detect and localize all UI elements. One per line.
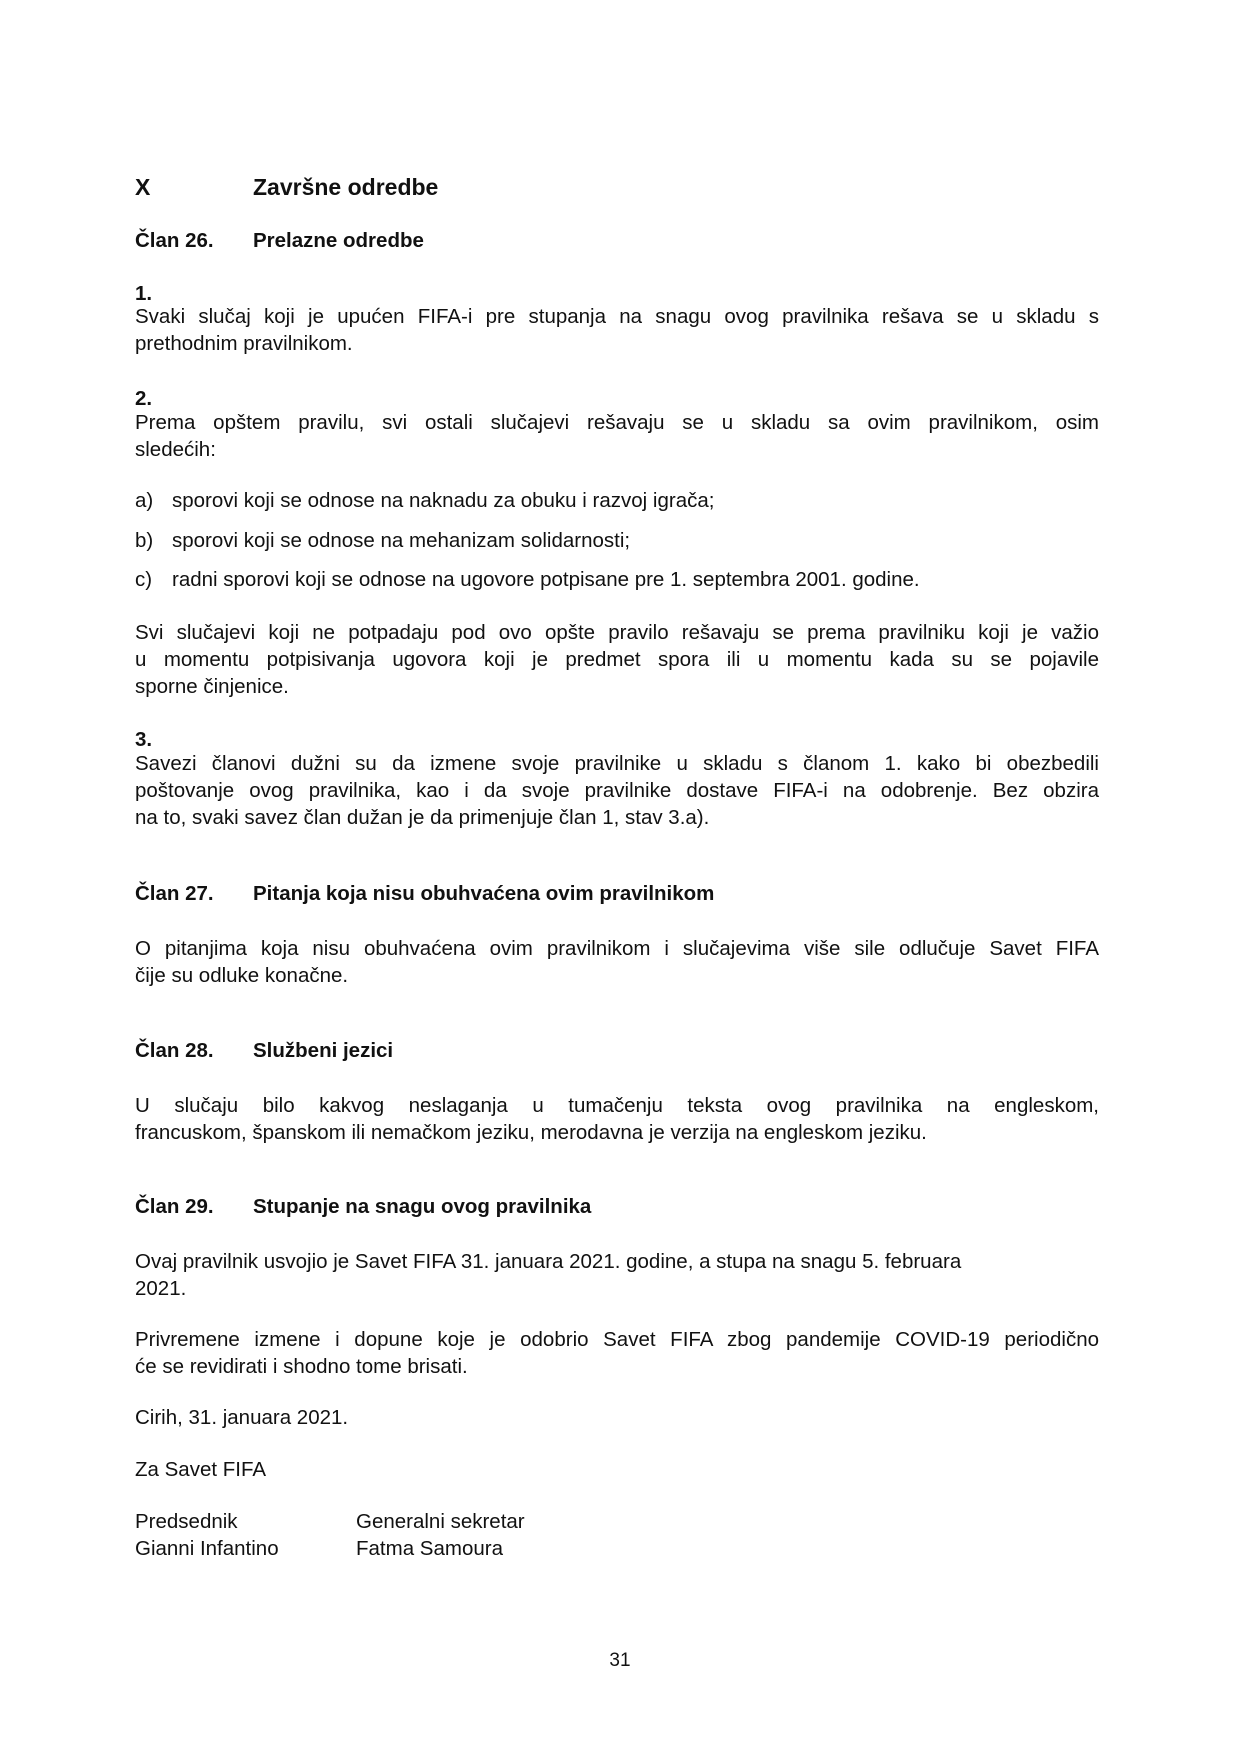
signatory-secretary-general xyxy=(356,1509,525,1562)
article-26-label: Član 26. xyxy=(135,229,214,252)
point-2-line-2: sledećih: xyxy=(135,438,216,461)
council-line: Za Savet FIFA xyxy=(135,1458,267,1481)
list-marker: b) xyxy=(135,529,154,552)
article-27-label: Član 27. xyxy=(135,882,214,905)
list-item-c xyxy=(135,568,920,592)
article-28-heading xyxy=(135,1039,393,1063)
list-marker: a) xyxy=(135,489,154,512)
article-29-para-1-line-2: 2021. xyxy=(135,1277,187,1300)
article-29-title: Stupanje na snagu ovog pravilnika xyxy=(253,1195,592,1218)
page-number: 31 xyxy=(609,1650,631,1671)
article-29-para-2-line-1: Privremene izmene i dopune koje je odobrio Savet FIFA zbog pandemije COVID-19 periodično xyxy=(135,1328,1099,1351)
article-27-line-2: čije su odluke konačne. xyxy=(135,964,349,987)
article-28-line-1: U slučaju bilo kakvog neslaganja u tumačenju teksta ovog pravilnika na engleskom, xyxy=(135,1094,1099,1117)
point-3-number: 3. xyxy=(135,728,153,751)
signatory-role: Predsednik xyxy=(135,1510,238,1533)
section-number: X xyxy=(135,174,151,200)
article-29-para-1-line-1: Ovaj pravilnik usvojio je Savet FIFA 31. januara 2021. godine, a stupa na snagu 5. februara xyxy=(135,1250,962,1273)
article-29-para-2-line-2: će se revidirati i shodno tome brisati. xyxy=(135,1355,468,1378)
list-item-a xyxy=(135,489,714,513)
after-list-line-2: u momentu potpisivanja ugovora koji je predmet spora ili u momentu kada su se pojavile xyxy=(135,648,1099,671)
point-3-line-2: poštovanje ovog pravilnika, kao i da svoje pravilnike dostave FIFA-i na odobrenje. Bez obzira xyxy=(135,779,1099,802)
point-2-number: 2. xyxy=(135,387,153,410)
article-28-title: Službeni jezici xyxy=(253,1039,394,1062)
article-27-title: Pitanja koja nisu obuhvaćena ovim pravilnikom xyxy=(253,882,715,905)
section-heading xyxy=(135,174,438,201)
article-27-heading xyxy=(135,882,714,906)
list-item-b xyxy=(135,529,630,553)
article-29-label: Član 29. xyxy=(135,1195,214,1218)
list-marker: c) xyxy=(135,568,153,591)
after-list-line-3: sporne činjenice. xyxy=(135,675,289,698)
point-3-line-1: Savezi članovi dužni su da izmene svoje pravilnike u skladu s članom 1. kako bi obezbedili xyxy=(135,752,1099,775)
list-text: sporovi koji se odnose na mehanizam solidarnosti; xyxy=(172,529,631,552)
article-29-heading xyxy=(135,1195,591,1219)
point-3-line-3: na to, svaki savez član dužan je da primenjuje član 1, stav 3.a). xyxy=(135,806,710,829)
place-date: Cirih, 31. januara 2021. xyxy=(135,1406,349,1429)
point-1-line-2: prethodnim pravilnikom. xyxy=(135,332,353,355)
article-27-line-1: O pitanjima koja nisu obuhvaćena ovim pravilnikom i slučajevima više sile odlučuje Savet FIFA xyxy=(135,937,1099,960)
article-26-title: Prelazne odredbe xyxy=(253,229,424,252)
signatory-name: Gianni Infantino xyxy=(135,1536,279,1560)
signatory-president xyxy=(135,1509,279,1562)
list-text: sporovi koji se odnose na naknadu za obuku i razvoj igrača; xyxy=(172,489,715,512)
article-28-line-2: francuskom, španskom ili nemačkom jeziku, merodavna je verzija na engleskom jeziku. xyxy=(135,1121,927,1144)
signatory-name: Fatma Samoura xyxy=(356,1536,503,1560)
list-text: radni sporovi koji se odnose na ugovore potpisane pre 1. septembra 2001. godine. xyxy=(172,568,920,591)
signatory-role: Generalni sekretar xyxy=(356,1510,525,1533)
point-1-line-1: Svaki slučaj koji je upućen FIFA-i pre stupanja na snagu ovog pravilnika rešava se u skladu s xyxy=(135,305,1099,328)
point-2-line-1: Prema opštem pravilu, svi ostali slučajevi rešavaju se u skladu sa ovim pravilnikom, osim xyxy=(135,411,1099,434)
point-1-number: 1. xyxy=(135,282,153,305)
article-28-label: Član 28. xyxy=(135,1039,214,1062)
section-title: Završne odredbe xyxy=(253,174,439,200)
after-list-line-1: Svi slučajevi koji ne potpadaju pod ovo opšte pravilo rešavaju se prema pravilniku koji je važio xyxy=(135,621,1099,644)
article-26-heading xyxy=(135,229,424,253)
